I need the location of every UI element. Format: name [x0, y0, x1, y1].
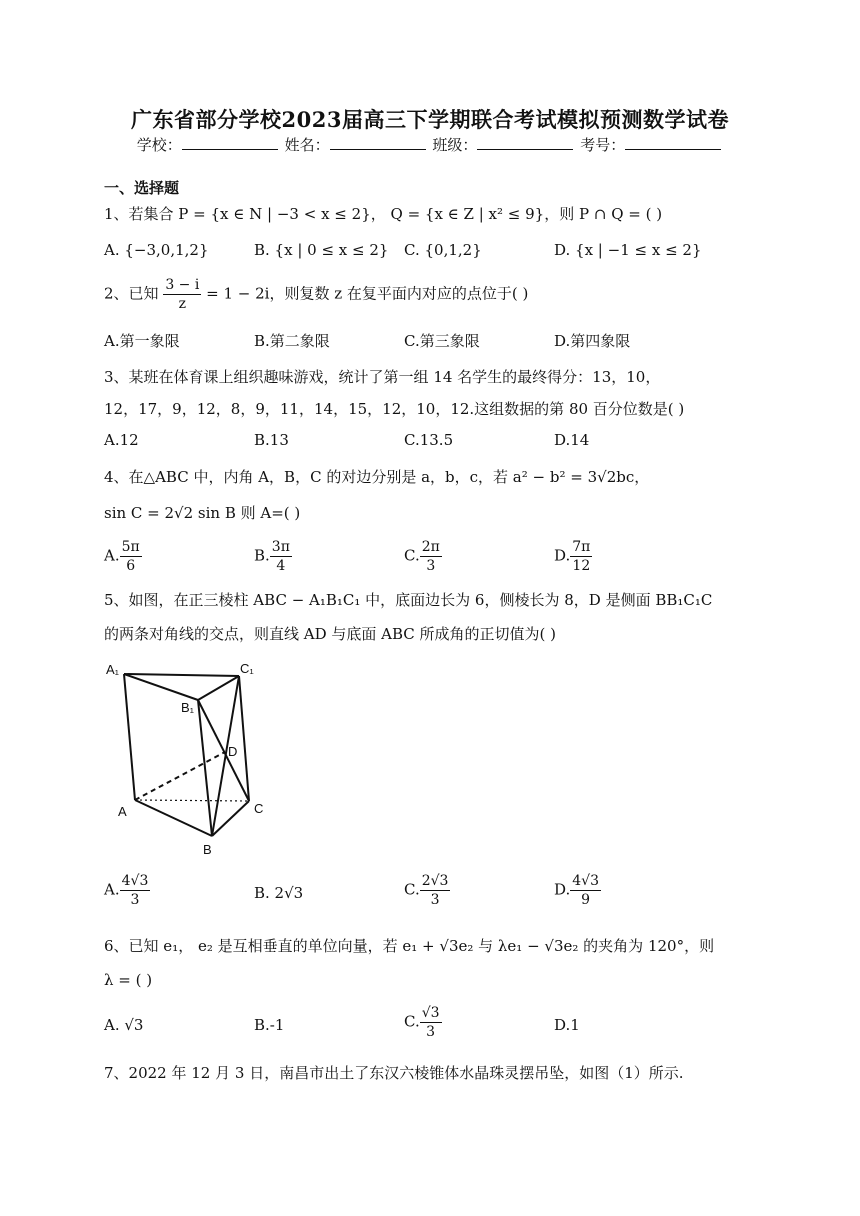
q2-option-d[interactable]: D.第四象限: [554, 332, 631, 350]
q6-option-b[interactable]: B.-1: [254, 1016, 285, 1034]
q4-c-label: C.: [404, 546, 420, 565]
q4-a-fraction: [120, 538, 142, 575]
q5-d-den: 9: [581, 892, 591, 908]
q6-stem-line1: 6、已知 e₁， e₂ 是互相垂直的单位向量，若 e₁ + √3e₂ 与 λe₁ − √3e₂ 的夹角为 120°，则: [104, 937, 715, 955]
q3-stem-line2: 12，17，9，12，8，9，11，14，15，12，10，12.这组数据的第 80 百分位数是( ): [104, 400, 685, 418]
q7-stem-line1: 7、2022 年 12 月 3 日，南昌市出土了东汉六棱锥体水晶珠灵摆吊坠，如图（1）所示.: [104, 1064, 684, 1082]
edge-b1c1: [198, 676, 239, 700]
q1-options: [104, 241, 724, 267]
q4-option-c[interactable]: [404, 538, 442, 575]
q2-suffix: = 1 − 2i，则复数 z 在复平面内对应的点位于( ): [206, 284, 529, 303]
q6-c-label: C.: [404, 1012, 420, 1031]
q2-fraction: [163, 276, 201, 313]
label-a: A: [118, 804, 127, 819]
q3-options: [104, 431, 724, 457]
q6-option-a[interactable]: A. √3: [104, 1016, 144, 1034]
class-label: 班级：: [432, 136, 478, 154]
q4-b-fraction: [270, 538, 292, 575]
q5-c-fraction: [420, 872, 451, 909]
q5-options: [104, 872, 724, 916]
q3-option-c[interactable]: C.13.5: [404, 431, 454, 449]
q2-option-b[interactable]: B.第二象限: [254, 332, 330, 350]
q5-d-fraction: [570, 872, 601, 909]
name-blank[interactable]: [330, 135, 426, 150]
q4-a-label: A.: [104, 546, 120, 565]
q5-c-den: 3: [430, 892, 440, 908]
name-label: 姓名：: [284, 136, 330, 154]
q1-option-a[interactable]: A. {−3,0,1,2}: [104, 241, 209, 259]
number-label: 考号：: [580, 136, 626, 154]
section-heading: 一、选择题: [104, 179, 180, 197]
q3-option-d[interactable]: D.14: [554, 431, 590, 449]
q4-a-num: 5π: [121, 539, 140, 555]
q4-c-num: 2π: [421, 539, 440, 555]
q3-stem-line1: 3、某班在体育课上组织趣味游戏，统计了第一组 14 名学生的最终得分：13，10，: [104, 368, 661, 386]
q1-stem: 1、若集合 P = {x ∈ N | −3 < x ≤ 2}， Q = {x ∈ Z | x² ≤ 9}，则 P ∩ Q = ( ): [104, 205, 663, 223]
q5-stem-line1: 5、如图，在正三棱柱 ABC − A₁B₁C₁ 中，底面边长为 6，侧棱长为 8，D 是侧面 BB₁C₁C: [104, 591, 713, 609]
school-blank[interactable]: [182, 135, 278, 150]
q4-option-b[interactable]: [254, 538, 292, 575]
edge-aa1: [124, 674, 135, 800]
segment-ad: [135, 752, 225, 800]
q6-option-d[interactable]: D.1: [554, 1016, 580, 1034]
q5-c-num: 2√3: [421, 873, 449, 889]
q4-d-label: D.: [554, 546, 571, 565]
q4-b-num: 3π: [271, 539, 290, 555]
q5-d-num: 4√3: [572, 873, 600, 889]
q2-option-a[interactable]: A.第一象限: [104, 332, 180, 350]
q5-d-label: D.: [554, 880, 571, 899]
q5-option-b[interactable]: B. 2√3: [254, 884, 304, 902]
q4-stem-line2: sin C = 2√2 sin B 则 A=( ): [104, 504, 301, 522]
label-b1: B₁: [181, 700, 195, 715]
q2-prefix: 2、已知: [104, 284, 159, 303]
q1-option-d[interactable]: D. {x | −1 ≤ x ≤ 2}: [554, 241, 702, 259]
q4-d-num: 7π: [572, 539, 591, 555]
q3-option-a[interactable]: A.12: [104, 431, 139, 449]
q5-a-fraction: [120, 872, 151, 909]
q2-options: [104, 330, 724, 356]
q1-option-b[interactable]: B. {x | 0 ≤ x ≤ 2}: [254, 241, 389, 259]
q4-c-fraction: [420, 538, 442, 575]
q2-numerator: 3 − i: [165, 277, 200, 293]
q5-stem-line2: 的两条对角线的交点，则直线 AD 与底面 ABC 所成角的正切值为( ): [104, 625, 557, 643]
class-blank[interactable]: [477, 135, 573, 150]
q5-a-label: A.: [104, 880, 120, 899]
q5-option-d[interactable]: [554, 872, 601, 909]
q4-b-label: B.: [254, 546, 270, 565]
q4-b-den: 4: [276, 558, 286, 574]
label-b: B: [203, 842, 212, 856]
q4-c-den: 3: [426, 558, 436, 574]
q2-option-c[interactable]: C.第三象限: [404, 332, 480, 350]
q2-denominator: z: [178, 296, 187, 312]
label-a1: A₁: [106, 662, 120, 677]
edge-ac: [135, 800, 249, 801]
prism-figure: [104, 660, 272, 856]
q4-option-a[interactable]: [104, 538, 142, 575]
q5-option-a[interactable]: [104, 872, 150, 909]
q6-c-den: 3: [426, 1024, 436, 1040]
label-c: C: [254, 801, 264, 816]
edge-bb1: [198, 700, 212, 836]
q6-stem-line2: λ = ( ): [104, 971, 153, 989]
q1-option-c[interactable]: C. {0,1,2}: [404, 241, 482, 259]
q5-a-den: 3: [130, 892, 140, 908]
q4-d-fraction: [570, 538, 592, 575]
student-info-line: [0, 134, 860, 155]
q5-option-c[interactable]: [404, 872, 450, 909]
q2-stem: [104, 276, 528, 313]
q6-c-fraction: [420, 1004, 442, 1041]
q6-options: [104, 1004, 724, 1048]
q6-option-c[interactable]: [404, 1004, 442, 1041]
q4-stem-line1: 4、在△ABC 中，内角 A，B，C 的对边分别是 a，b，c，若 a² − b² = 3√2bc，: [104, 468, 650, 486]
label-d: D: [228, 744, 238, 759]
q4-d-den: 12: [572, 558, 591, 574]
edge-ab: [135, 800, 212, 836]
edge-a1b1: [124, 674, 198, 700]
exam-title: 广东省部分学校2023届高三下学期联合考试模拟预测数学试卷: [131, 107, 729, 132]
label-c1: C₁: [240, 661, 254, 676]
q5-a-num: 4√3: [121, 873, 149, 889]
q5-c-label: C.: [404, 880, 420, 899]
q4-option-d[interactable]: [554, 538, 592, 575]
q3-option-b[interactable]: B.13: [254, 431, 289, 449]
q6-c-num: √3: [421, 1005, 440, 1021]
number-blank[interactable]: [625, 135, 721, 150]
q4-a-den: 6: [126, 558, 136, 574]
q4-options: [104, 538, 724, 582]
school-label: 学校：: [136, 136, 182, 154]
edge-a1c1: [124, 674, 239, 676]
